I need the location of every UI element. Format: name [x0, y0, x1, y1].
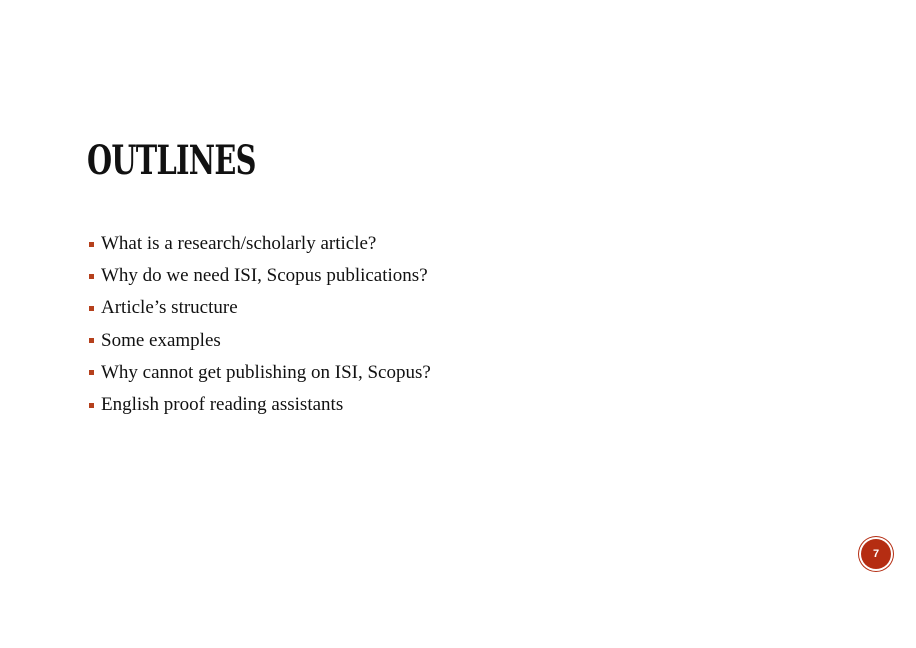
list-item: [87, 260, 431, 292]
slide-title: OUTLINES: [87, 137, 256, 184]
list-item: [87, 228, 431, 260]
bullet-text: Why do we need ISI, Scopus publications?: [101, 265, 428, 287]
list-item: [87, 325, 431, 357]
square-bullet-icon: [89, 403, 94, 408]
square-bullet-icon: [89, 242, 94, 247]
bullet-text: Some examples: [101, 329, 221, 351]
list-item: [87, 357, 431, 389]
square-bullet-icon: [89, 370, 94, 375]
bullet-text: What is a research/scholarly article?: [101, 233, 377, 255]
square-bullet-icon: [89, 274, 94, 279]
square-bullet-icon: [89, 338, 94, 343]
bullet-list: [87, 228, 431, 421]
bullet-text: Why cannot get publishing on ISI, Scopus?: [101, 361, 431, 383]
square-bullet-icon: [89, 306, 94, 311]
bullet-text: English proof reading assistants: [101, 394, 344, 416]
list-item: [87, 389, 431, 421]
list-item: [87, 292, 431, 324]
page-number-badge: 7: [861, 539, 891, 569]
bullet-text: Article’s structure: [101, 297, 238, 319]
